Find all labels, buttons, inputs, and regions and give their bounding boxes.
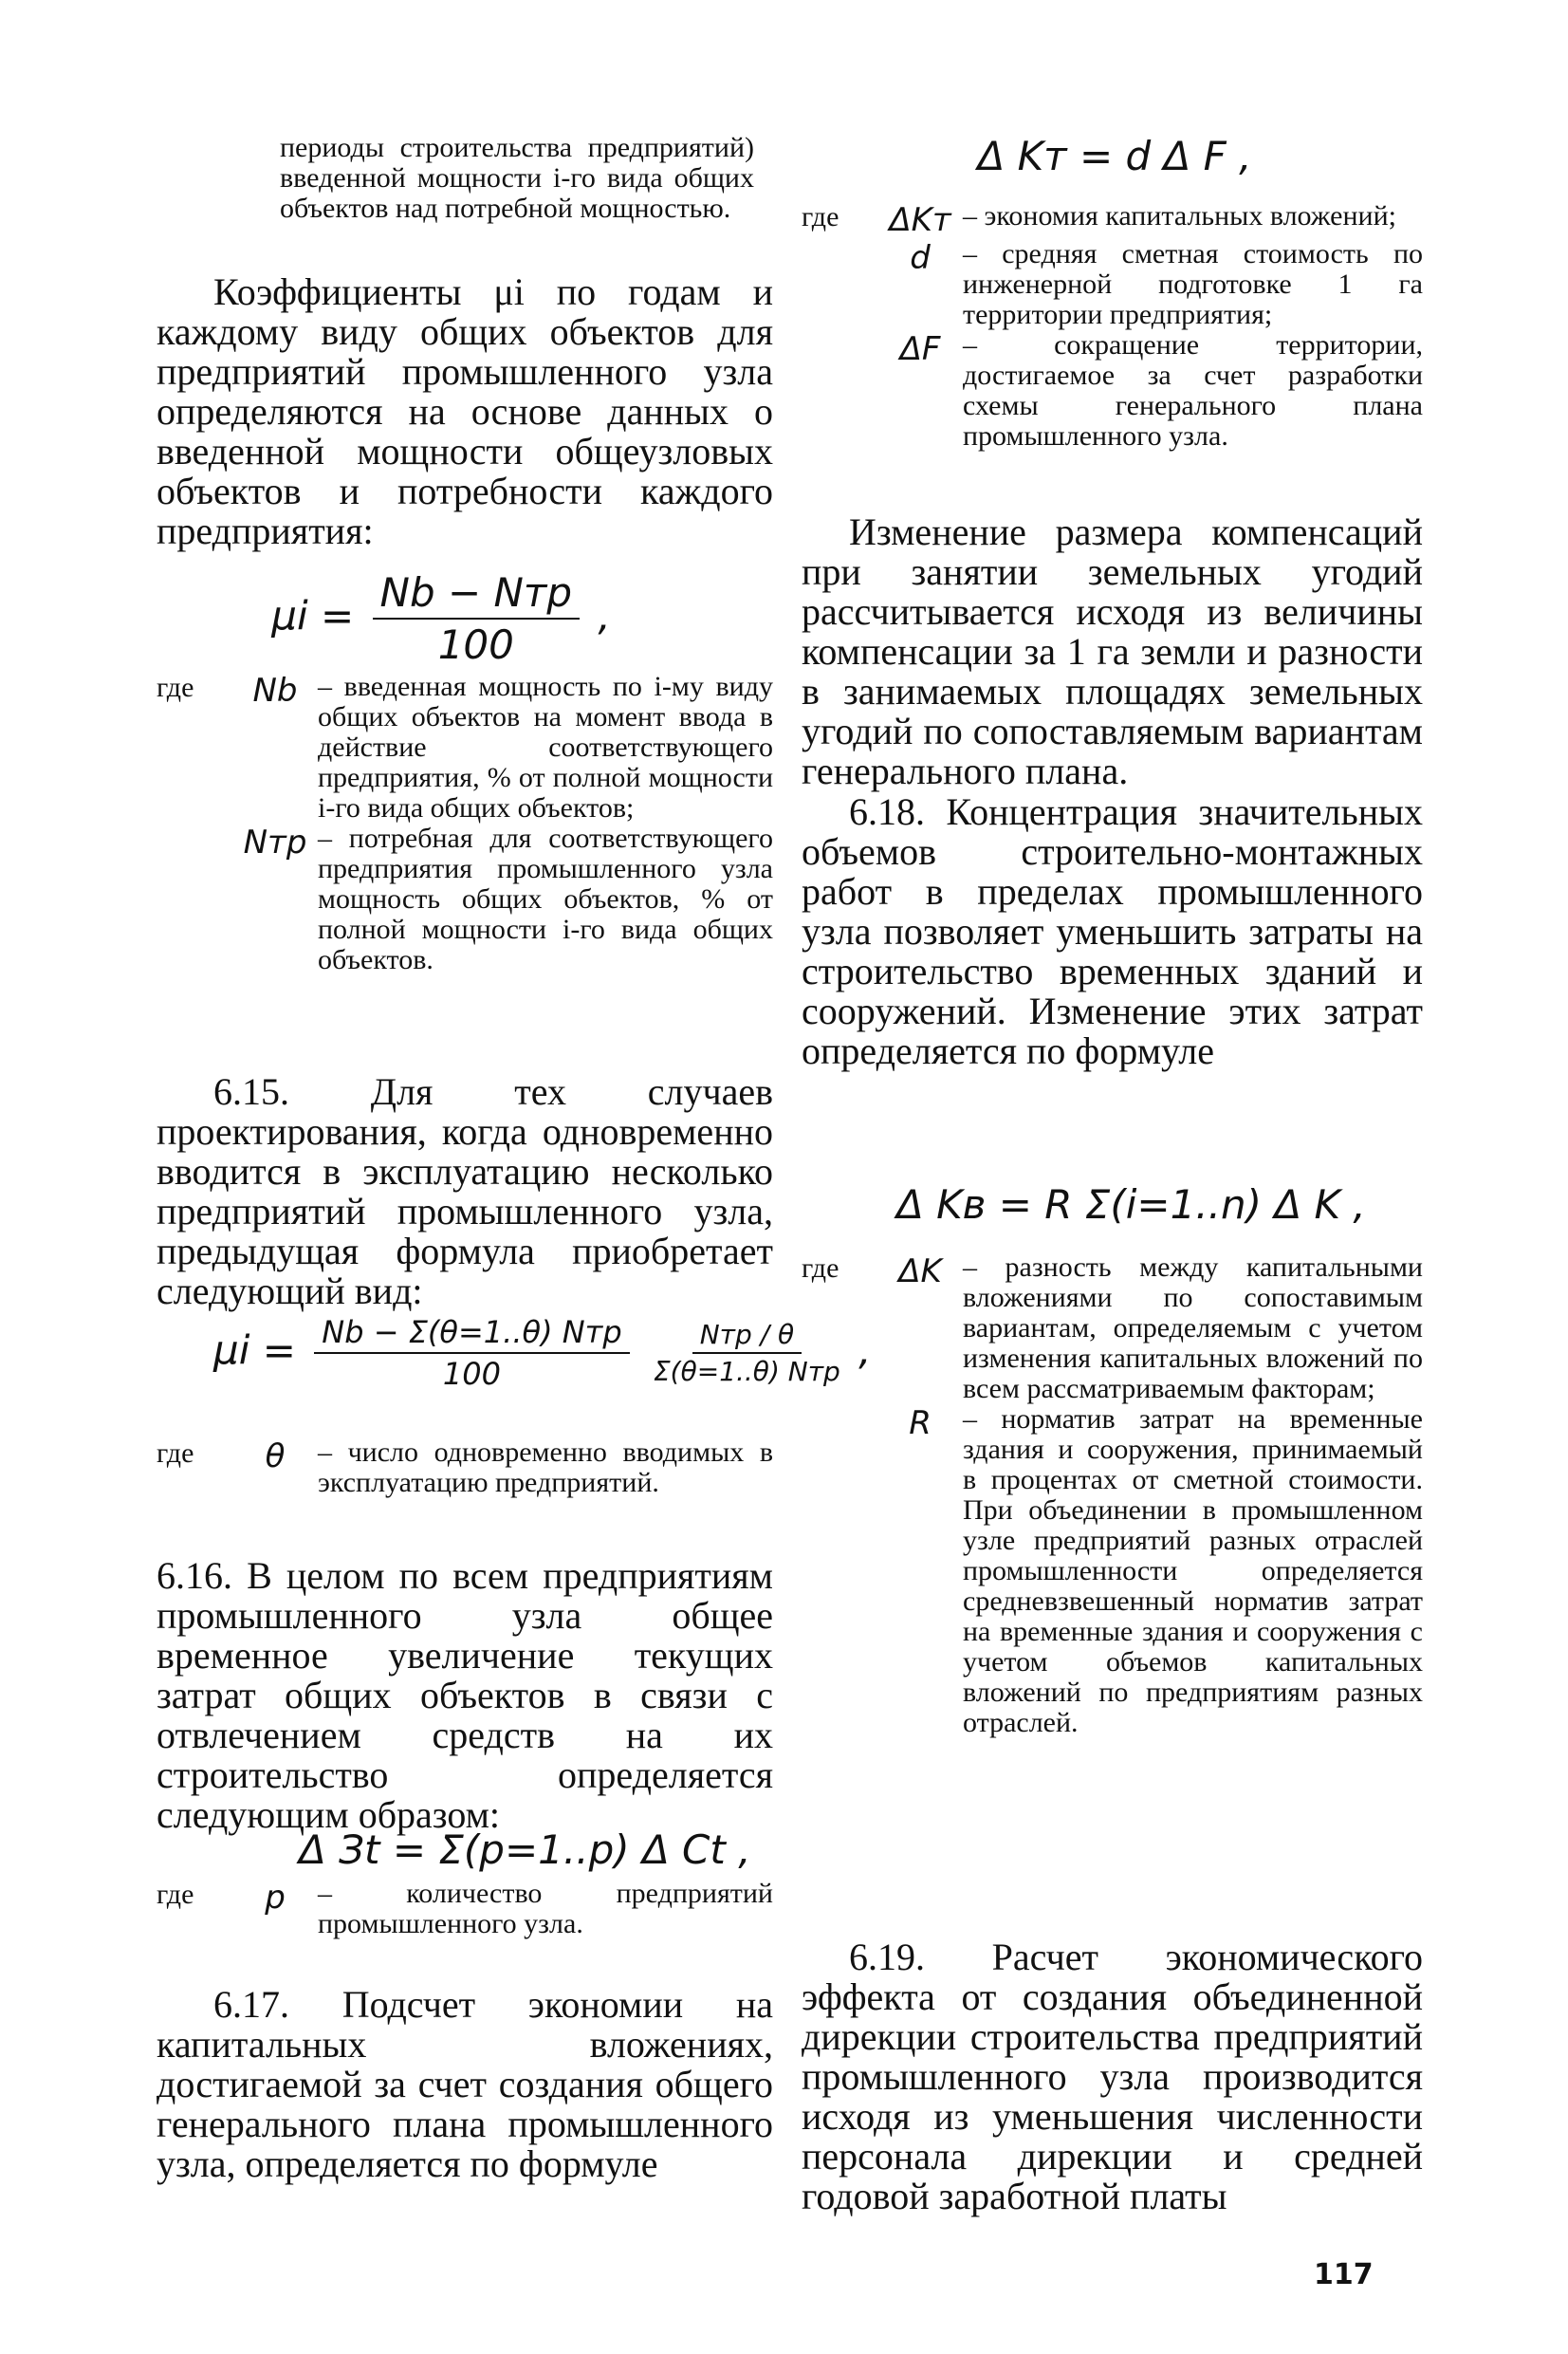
where-block-2 bbox=[157, 1437, 773, 1498]
where-definition: – число одновременно вводимых в эксплуатацию предприятий. bbox=[318, 1436, 773, 1498]
paragraph-6-15: 6.15. Для тех случаев проектирования, когда одновременно вводится в эксплуатацию несколько предприятий промышленного узла, предыдущая формула приобретает следующий вид: bbox=[157, 1070, 773, 1312]
paragraph-6-18: 6.18. Концентрация значительных объемов строительно-монтажных работ в пределах промышленного узла позволяет уменьшить затраты на строительство временных зданий и сооружений. Изменение этих затрат определяется по формуле bbox=[802, 790, 1423, 1072]
where-definition: – норматив затрат на временные здания и сооружения, принимаемый в процентах от сметной стоимости. При объединении в промышленном узле предприятий разных отраслей промышленности определяется средневзвешенный норматив затрат на временные здания и сооружения с учетом объемов капитальных вложений по предприятиям разных отраслей. bbox=[963, 1403, 1423, 1738]
formula-mu-multi-numerator-2: Nтр / θ bbox=[692, 1319, 802, 1354]
where-row bbox=[157, 824, 773, 975]
where-label: где bbox=[157, 672, 194, 703]
formula-mu-multi-denominator-1: 100 bbox=[442, 1356, 501, 1392]
where-symbol: Nтр bbox=[243, 824, 307, 862]
paragraph-coefficients: Коэффициенты μi по годам и каждому виду общих объектов для предприятий промышленного узла определяются на основе данных о введенной мощности общеузловых объектов и потребности каждого предприятия: bbox=[157, 270, 773, 552]
where-definition: – потребная для соответствующего предприятия промышленного узла мощность общих объектов, % от полной мощности i-го вида общих объектов. bbox=[318, 823, 773, 975]
page-number: 117 bbox=[1314, 2258, 1374, 2291]
formula-mu-lhs: μi = bbox=[271, 592, 355, 639]
where-definition: – введенная мощность по i-му виду общих объектов на момент ввода в действие соответствующего предприятия, % от полной мощности i-го вида общих объектов; bbox=[318, 671, 773, 824]
where-definition: – сокращение территории, достигаемое за счет разработки схемы генерального плана промышленного узла. bbox=[963, 329, 1423, 452]
where-row bbox=[802, 201, 1423, 239]
paragraph-6-16: 6.16. В целом по всем предприятиям промышленного узла общее временное увеличение текущих затрат общих объектов в связи с отвлечением средств на их строительство определяется следующим образом: bbox=[157, 1554, 773, 1836]
where-symbol: d bbox=[910, 239, 931, 277]
formula-mu-multi-numerator-1: Nb − Σ(θ=1..θ) Nтр bbox=[314, 1314, 629, 1354]
formula-mu-tail: , bbox=[598, 592, 611, 639]
where-symbol: ΔK bbox=[898, 1252, 942, 1290]
formula-mu-multi-denominator-2: Σ(θ=1..θ) Nтр bbox=[653, 1356, 840, 1387]
where-label: где bbox=[157, 1437, 194, 1469]
where-row bbox=[157, 1879, 773, 1939]
where-definition: – средняя сметная стоимость по инженерной подготовке 1 га территории предприятия; bbox=[963, 238, 1423, 330]
where-symbol: ΔKт bbox=[889, 201, 951, 239]
where-symbol: θ bbox=[265, 1437, 286, 1475]
formula-delta-kt: Δ Kт = d Δ F , bbox=[977, 133, 1252, 179]
where-label: где bbox=[802, 1252, 839, 1284]
where-definition: – количество предприятий промышленного узла. bbox=[318, 1878, 773, 1939]
where-block-4 bbox=[802, 201, 1423, 452]
paragraph-6-17: 6.17. Подсчет экономии на капитальных вложениях, достигаемой за счет создания общего генерального плана промышленного узла, определяется по формуле bbox=[157, 1983, 773, 2185]
formula-mu-numerator: Nb − Nтр bbox=[373, 569, 581, 620]
where-row bbox=[157, 1437, 773, 1498]
formula-mu-multi-fraction-1 bbox=[314, 1314, 629, 1392]
where-row bbox=[802, 330, 1423, 452]
formula-mu-denominator: 100 bbox=[437, 621, 514, 668]
paragraph-compensation: Изменение размера компенсаций при занятии земельных угодий рассчитывается исходя из величины компенсации за 1 га земли и разности в занимаемых площадях земельных угодий по сопоставляемым вариантам генерального плана. bbox=[802, 510, 1423, 792]
where-row bbox=[802, 1252, 1423, 1404]
where-label: где bbox=[802, 201, 839, 232]
where-block-3 bbox=[157, 1879, 773, 1939]
formula-mu-multi-tail: , bbox=[858, 1326, 872, 1374]
where-row bbox=[157, 672, 773, 824]
where-definition: – разность между капитальными вложениями по сопоставимым вариантам, определяемым с учетом изменения капитальных вложений по всем рассматриваемым факторам; bbox=[963, 1251, 1423, 1404]
formula-mu-fraction bbox=[373, 569, 581, 668]
paragraph-6-19: 6.19. Расчет экономического эффекта от создания объединенной дирекции строительства предприятий промышленного узла производится исходя из уменьшения численности персонала дирекции и средней годовой заработной платы bbox=[802, 1936, 1423, 2217]
formula-mu-multi-lhs: μi = bbox=[213, 1326, 296, 1374]
where-symbol: p bbox=[265, 1879, 286, 1917]
where-row bbox=[802, 239, 1423, 330]
where-row bbox=[802, 1404, 1423, 1738]
intro-fragment: периоды строительства предприятий) введенной мощности i-го вида общих объектов над потребной мощностью. bbox=[280, 132, 754, 224]
where-definition: – экономия капитальных вложений; bbox=[963, 200, 1396, 232]
formula-delta-kv: Δ Kв = R Σ(i=1..n) Δ K , bbox=[896, 1181, 1366, 1228]
where-block-1 bbox=[157, 672, 773, 975]
where-symbol: R bbox=[909, 1404, 932, 1442]
where-block-5 bbox=[802, 1252, 1423, 1738]
where-symbol: ΔF bbox=[899, 330, 941, 368]
formula-delta-z: Δ Зt = Σ(p=1..p) Δ Ct , bbox=[299, 1826, 751, 1873]
formula-mu bbox=[251, 569, 631, 668]
where-symbol: Nb bbox=[252, 672, 298, 710]
where-label: где bbox=[157, 1879, 194, 1910]
formula-mu-multi bbox=[213, 1314, 872, 1392]
